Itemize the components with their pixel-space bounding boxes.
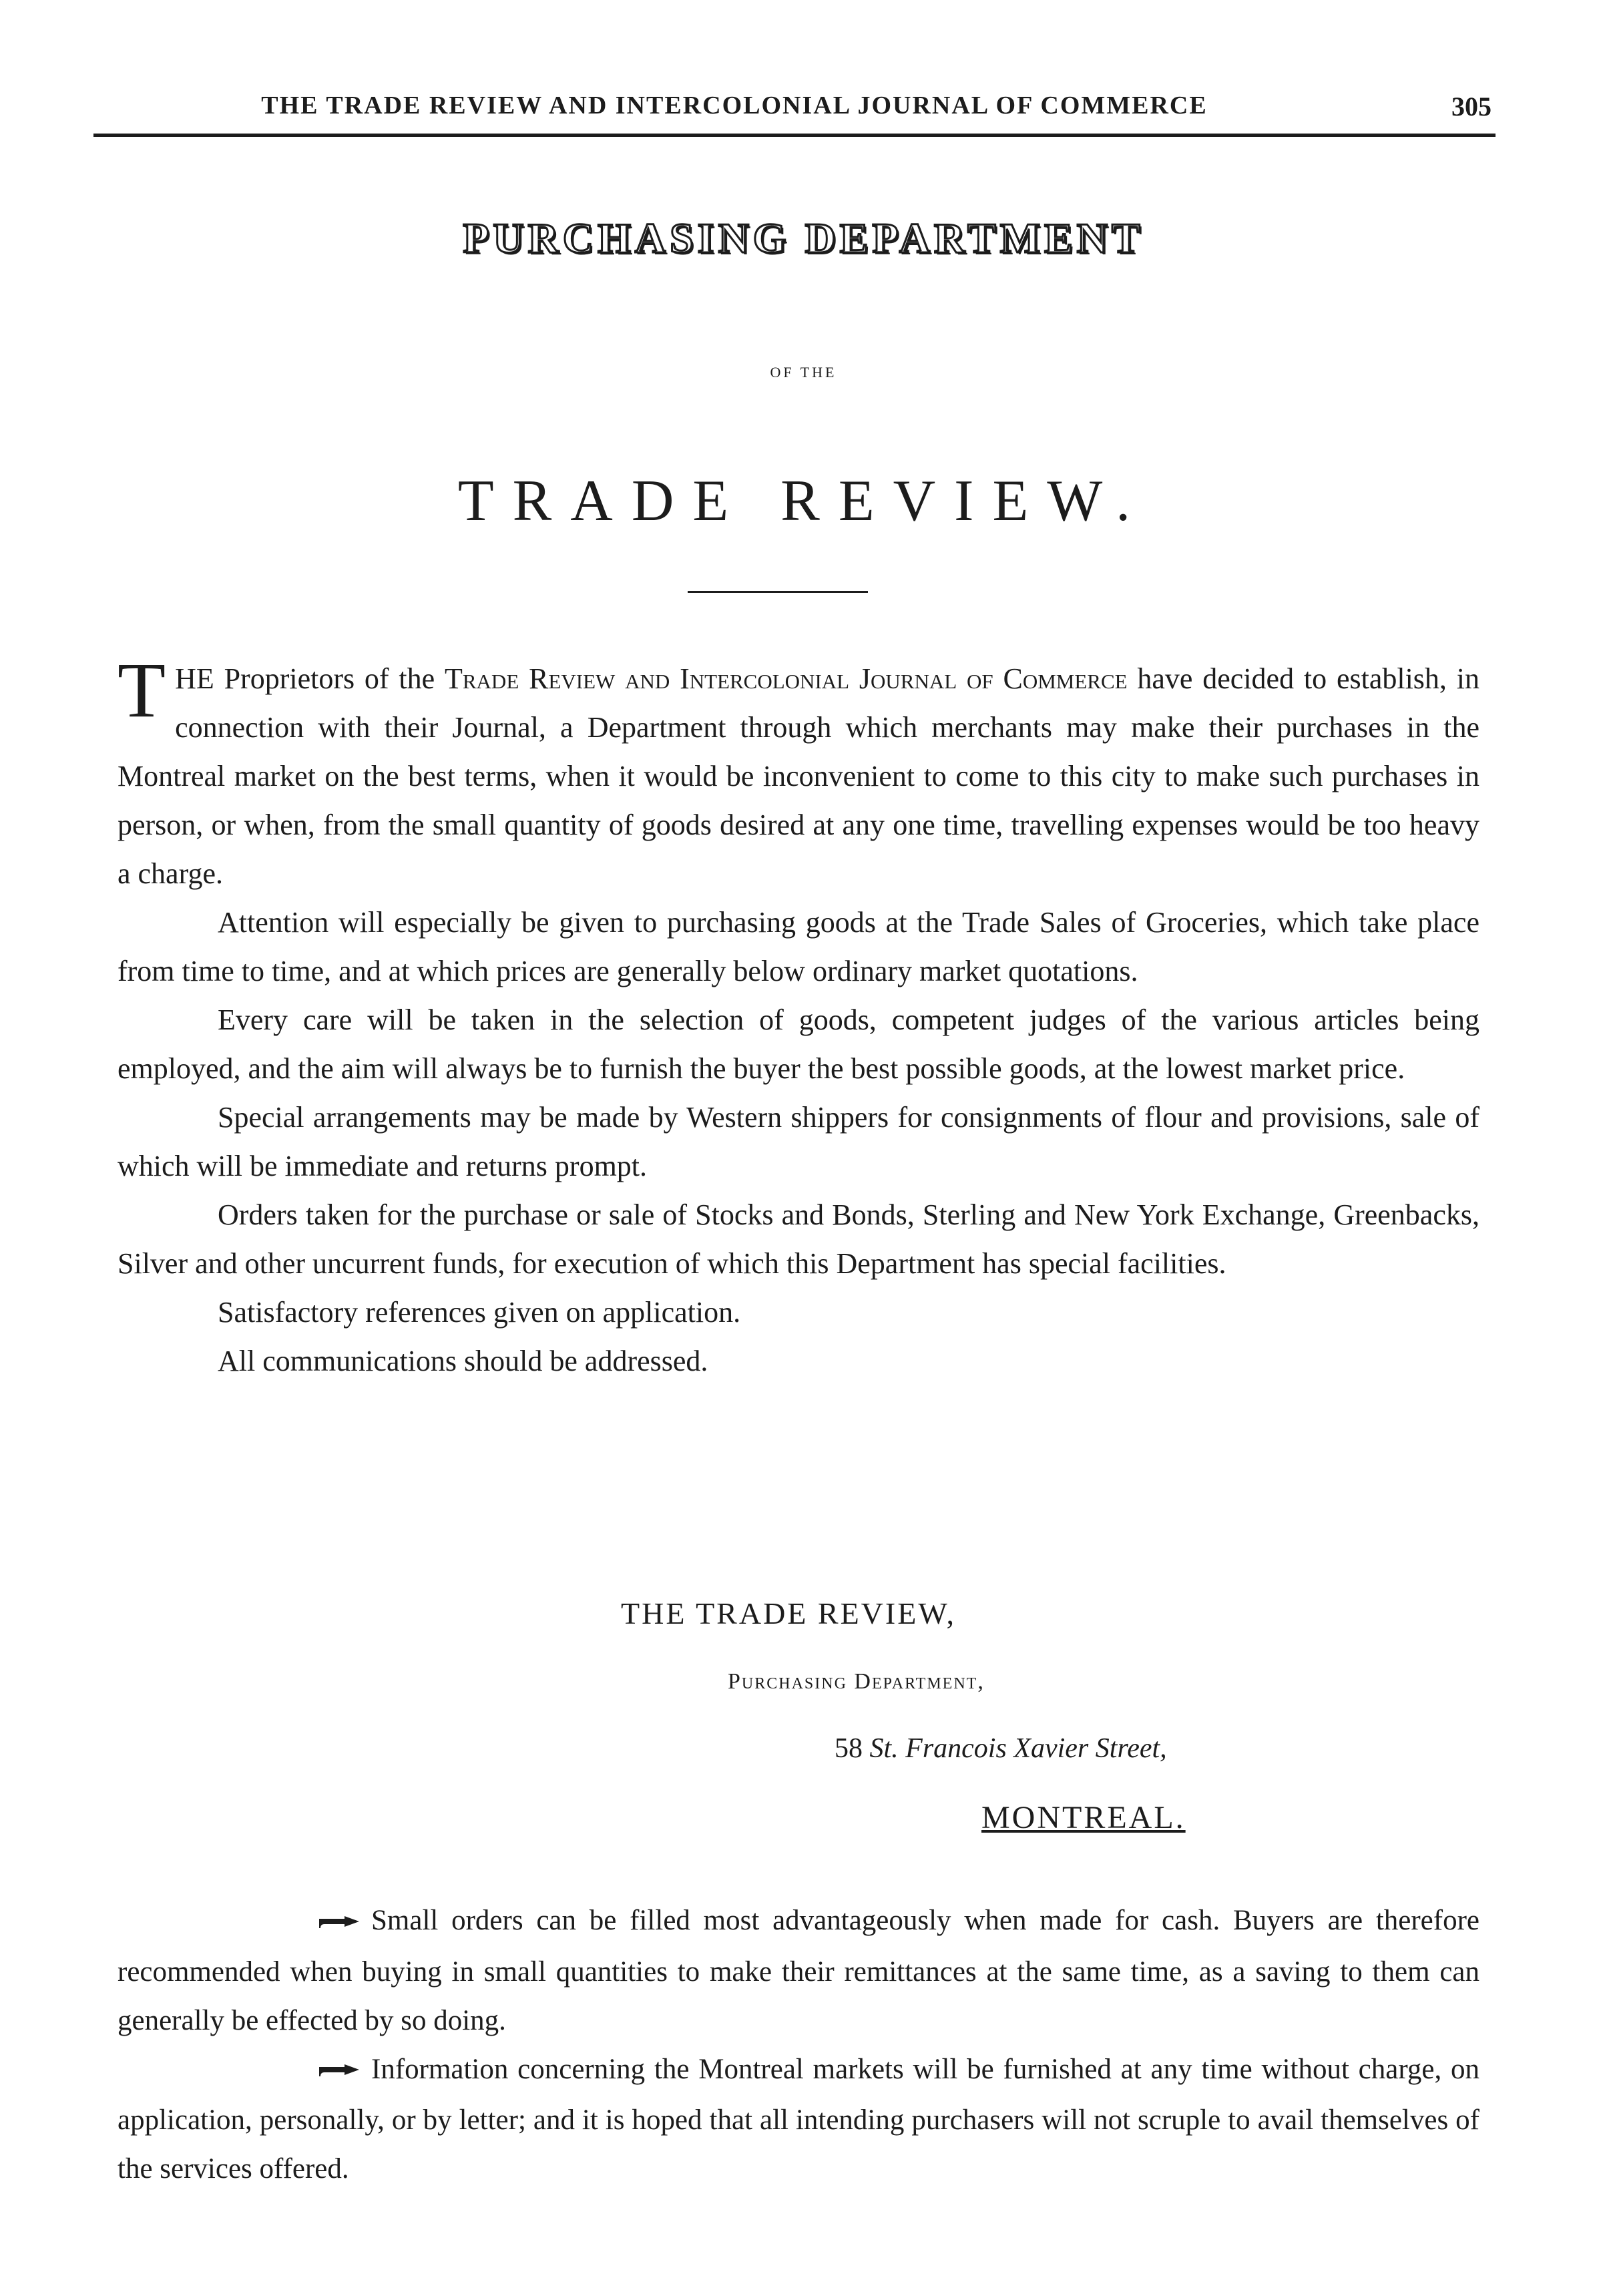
- intercolonial-journal: Intercolonial Journal of Commerce: [680, 662, 1128, 695]
- journal-title: THE TRADE REVIEW AND INTERCOLONIAL JOURNAL OF COMMERCE: [261, 91, 1208, 120]
- paragraph-arrangements: Special arrangements may be made by Western shippers for consignments of flour and provisions, sale of which will be immediate and returns prompt.: [118, 1101, 1479, 1182]
- drop-cap: T: [118, 646, 166, 734]
- announcement-body: [118, 646, 1479, 1385]
- running-header: [93, 87, 1496, 137]
- note-information-text: Information concerning the Montreal markets will be furnished at any time without charge, on application, personally, or by letter; and it is hoped that all intending purchasers will not scruple to avail themselves of the services offered.: [118, 2053, 1479, 2185]
- notes-section: [118, 1896, 1479, 2193]
- pointing-hand-icon: [218, 2047, 362, 2096]
- pointing-hand-icon: [218, 1899, 362, 1947]
- paragraph-communications: All communications should be addressed.: [218, 1345, 708, 1377]
- address-street: [835, 1733, 1167, 1765]
- paragraph-references: Satisfactory references given on application.: [218, 1296, 741, 1329]
- paragraph-orders: Orders taken for the purchase or sale of Stocks and Bonds, Sterling and New York Exchange, Greenbacks, Silver and other uncurrent funds, for execution of which this Department has special facilities.: [118, 1198, 1479, 1280]
- page-number: 305: [1451, 91, 1491, 122]
- note-small-orders: [118, 1896, 1479, 2045]
- note-small-orders-text: Small orders can be filled most advantageously when made for cash. Buyers are therefore recommended when buying in small quantities to make their remittances at the same time, as a saving to them can generally be effected by so doing.: [118, 1905, 1479, 2036]
- note-information: [118, 2045, 1479, 2194]
- intro-lead: HE Proprietors of the: [175, 662, 445, 695]
- paragraph-attention: Attention will especially be given to purchasing goods at the Trade Sales of Groceries, which take place from time to time, and at which prices are generally below ordinary market quotations.: [118, 906, 1479, 987]
- address-department: Purchasing Department,: [728, 1669, 985, 1694]
- publication-title: TRADE REVIEW.: [457, 469, 1150, 533]
- street-number: 58: [835, 1733, 870, 1764]
- street-name: St. Francois Xavier Street,: [869, 1733, 1167, 1764]
- address-city: MONTREAL.: [981, 1800, 1186, 1835]
- paragraph-care: Every care will be taken in the selection of goods, competent judges of the various articles being employed, and the aim will always be to furnish the buyer the best possible goods, at the lowest market price.: [118, 1003, 1479, 1085]
- of-the-label: OF THE: [770, 364, 837, 381]
- trade-review-and: Trade Review and: [444, 662, 670, 695]
- title-rule: [688, 591, 868, 593]
- address-name: THE TRADE REVIEW,: [621, 1596, 957, 1630]
- intro-rest: have decided to establish, in connection with their Journal, a Department through which merchants may make their purchases in the Montreal market on the best terms, when it would be inconvenient to come to this city to make such purchases in person, or when, from the small quantity of goods desired at any one time, travelling expenses would be too heavy a charge.: [118, 662, 1479, 890]
- department-title: PURCHASING DEPARTMENT: [463, 214, 1144, 262]
- paragraph-intro: [118, 646, 1479, 898]
- address-block: [0, 1596, 1607, 1876]
